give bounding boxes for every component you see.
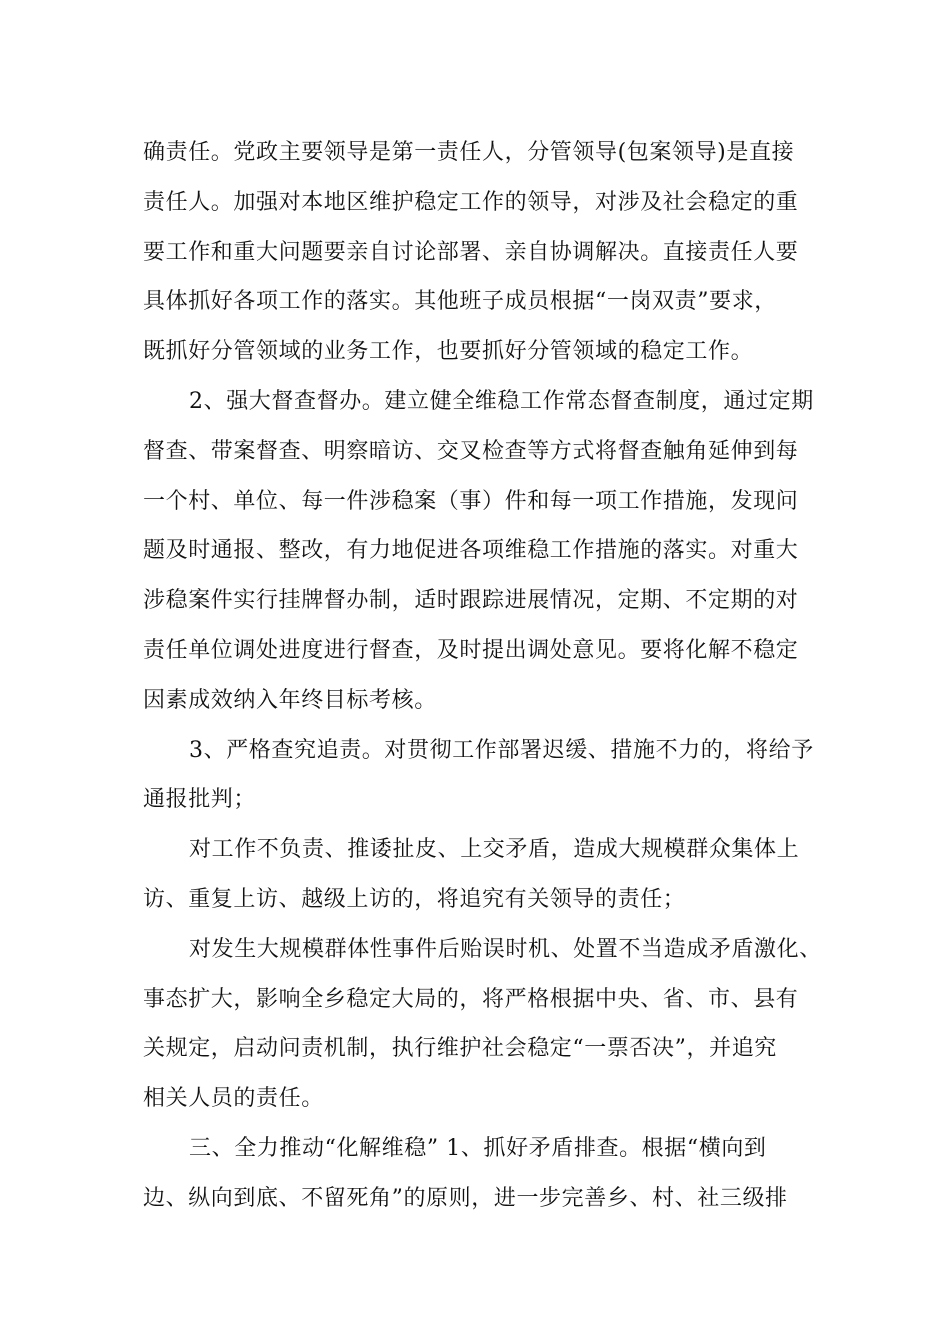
text-line: 事态扩大，影响全乡稳定大局的，将严格根据中央、省、市、县有 xyxy=(143,986,799,1012)
text-line: 通报批判； xyxy=(143,787,257,813)
text-line: 督查、带案督查、明察暗访、交叉检查等方式将督查触角延伸到每 xyxy=(143,438,799,464)
text-line: 既抓好分管领域的业务工作，也要抓好分管领域的稳定工作。 xyxy=(143,339,754,365)
text-line: 关规定，启动问责机制，执行维护社会稳定“一票否决”，并追究 xyxy=(143,1036,777,1062)
text-line: 2、强大督查督办。建立健全维稳工作常态督查制度，通过定期 xyxy=(189,388,814,414)
text-line: 责任单位调处进度进行督查，及时提出调处意见。要将化解不稳定 xyxy=(143,637,799,663)
text-line: 具体抓好各项工作的落实。其他班子成员根据“一岗双责”要求， xyxy=(143,289,777,315)
document-body xyxy=(143,128,843,1224)
text-line: 因素成效纳入年终目标考核。 xyxy=(143,687,437,713)
text-line: 涉稳案件实行挂牌督办制，适时跟踪进展情况，定期、不定期的对 xyxy=(143,588,799,614)
text-line: 确责任。党政主要领导是第一责任人，分管领导(包案领导)是直接 xyxy=(143,140,795,165)
text-line: 责任人。加强对本地区维护稳定工作的领导，对涉及社会稳定的重 xyxy=(143,189,799,215)
text-line: 三、全力推动“化解维稳” 1、抓好矛盾排查。根据“横向到 xyxy=(189,1135,767,1161)
text-line: 访、重复上访、越级上访的，将追究有关领导的责任； xyxy=(143,886,686,912)
text-line: 一个村、单位、每一件涉稳案（事）件和每一项工作措施，发现问 xyxy=(143,488,799,514)
text-line: 边、纵向到底、不留死角”的原则，进一步完善乡、村、社三级排 xyxy=(143,1185,788,1211)
text-line: 相关人员的责任。 xyxy=(143,1086,324,1112)
text-line: 要工作和重大问题要亲自讨论部署、亲自协调解决。直接责任人要 xyxy=(143,239,799,265)
text-line: 对发生大规模群体性事件后贻误时机、处置不当造成矛盾激化、 xyxy=(189,936,822,962)
text-line: 题及时通报、整改，有力地促进各项维稳工作措施的落实。对重大 xyxy=(143,538,799,564)
text-line: 3、严格查究追责。对贯彻工作部署迟缓、措施不力的，将给予 xyxy=(189,737,814,763)
text-line: 对工作不负责、推诿扯皮、上交矛盾，造成大规模群众集体上 xyxy=(189,837,800,863)
